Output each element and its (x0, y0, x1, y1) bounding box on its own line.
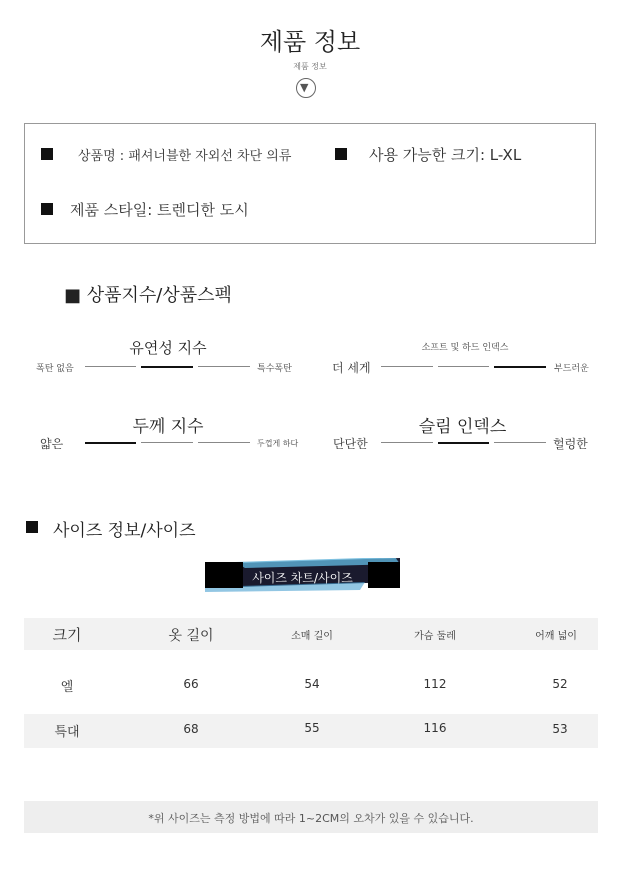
table-cell: 53 (552, 722, 568, 736)
softness-index-bar-1 (381, 366, 433, 367)
size-table-header (24, 618, 598, 650)
table-row (24, 668, 598, 702)
thickness-index-right-label: 두껍게 하다 (257, 439, 299, 448)
column-header-size: 크기 (52, 626, 82, 644)
size-note-box (24, 801, 598, 833)
page-title: 제품 정보 (259, 28, 361, 56)
bullet-square-icon (335, 148, 347, 160)
thickness-index-bar-1-active (85, 442, 136, 444)
flex-index-bar-1 (85, 366, 136, 367)
column-header-sleeve: 소매 길이 (291, 631, 333, 642)
slim-index-bar-1 (381, 442, 433, 443)
size-available: 사용 가능한 크기: L-XL (369, 146, 522, 164)
table-cell: 55 (304, 721, 320, 735)
bullet-square-icon (41, 203, 53, 215)
flex-index-title: 유연성 지수 (129, 339, 207, 357)
size-heading: 사이즈 정보/사이즈 (53, 521, 196, 541)
slim-index-title: 슬림 인덱스 (418, 417, 507, 437)
product-name: 상품명 : 패셔너블한 자외선 차단 의류 (78, 149, 292, 164)
column-header-shoulder: 어깨 넓이 (535, 631, 577, 642)
banner-label: 사이즈 차트/사이즈 (252, 571, 353, 585)
size-chart-banner (205, 562, 400, 590)
page-subtitle: 제품 정보 (293, 62, 327, 71)
chevron-down-icon: ▼ (296, 78, 316, 98)
softness-index-bar-2 (438, 366, 489, 367)
table-cell: 116 (423, 721, 447, 735)
softness-index-right-label: 부드러운 (554, 364, 589, 374)
spec-heading: ■ 상품지수/상품스펙 (64, 285, 232, 306)
thickness-index-left-label: 얇은 (40, 437, 64, 451)
bullet-square-icon (41, 148, 53, 160)
thickness-index-bar-2 (141, 442, 193, 443)
size-note: *위 사이즈는 측정 방법에 따라 1~2CM의 오차가 있을 수 있습니다. (148, 812, 474, 825)
table-cell: 112 (423, 677, 447, 691)
thickness-index-title: 두께 지수 (132, 417, 204, 437)
flex-index-bar-2-active (141, 366, 193, 368)
thickness-index-bar-3 (198, 442, 250, 443)
slim-index-bar-2-active (438, 442, 489, 444)
flex-index-left-label: 폭탄 없음 (36, 364, 74, 374)
table-cell: 52 (552, 677, 568, 691)
table-row (24, 714, 598, 748)
table-cell: 68 (183, 722, 199, 736)
slim-index-left-label: 단단한 (333, 437, 368, 451)
bullet-square-icon (26, 521, 38, 533)
table-cell: 54 (304, 677, 320, 691)
softness-index-bar-3-active (494, 366, 546, 368)
table-cell: 66 (183, 677, 199, 691)
flex-index-right-label: 특수폭탄 (257, 364, 292, 374)
table-cell: 엘 (60, 680, 74, 695)
column-header-chest: 가슴 둘레 (414, 631, 456, 642)
table-cell: 특대 (54, 725, 80, 740)
column-header-length: 옷 길이 (168, 628, 214, 644)
product-info-box (24, 123, 596, 244)
slim-index-bar-3 (494, 442, 546, 443)
slim-index-right-label: 헐렁한 (553, 437, 588, 451)
flex-index-bar-3 (198, 366, 250, 367)
product-style: 제품 스타일: 트렌디한 도시 (70, 201, 249, 219)
softness-index-title: 소프트 및 하드 인덱스 (421, 343, 509, 353)
softness-index-left-label: 더 세게 (332, 361, 371, 375)
